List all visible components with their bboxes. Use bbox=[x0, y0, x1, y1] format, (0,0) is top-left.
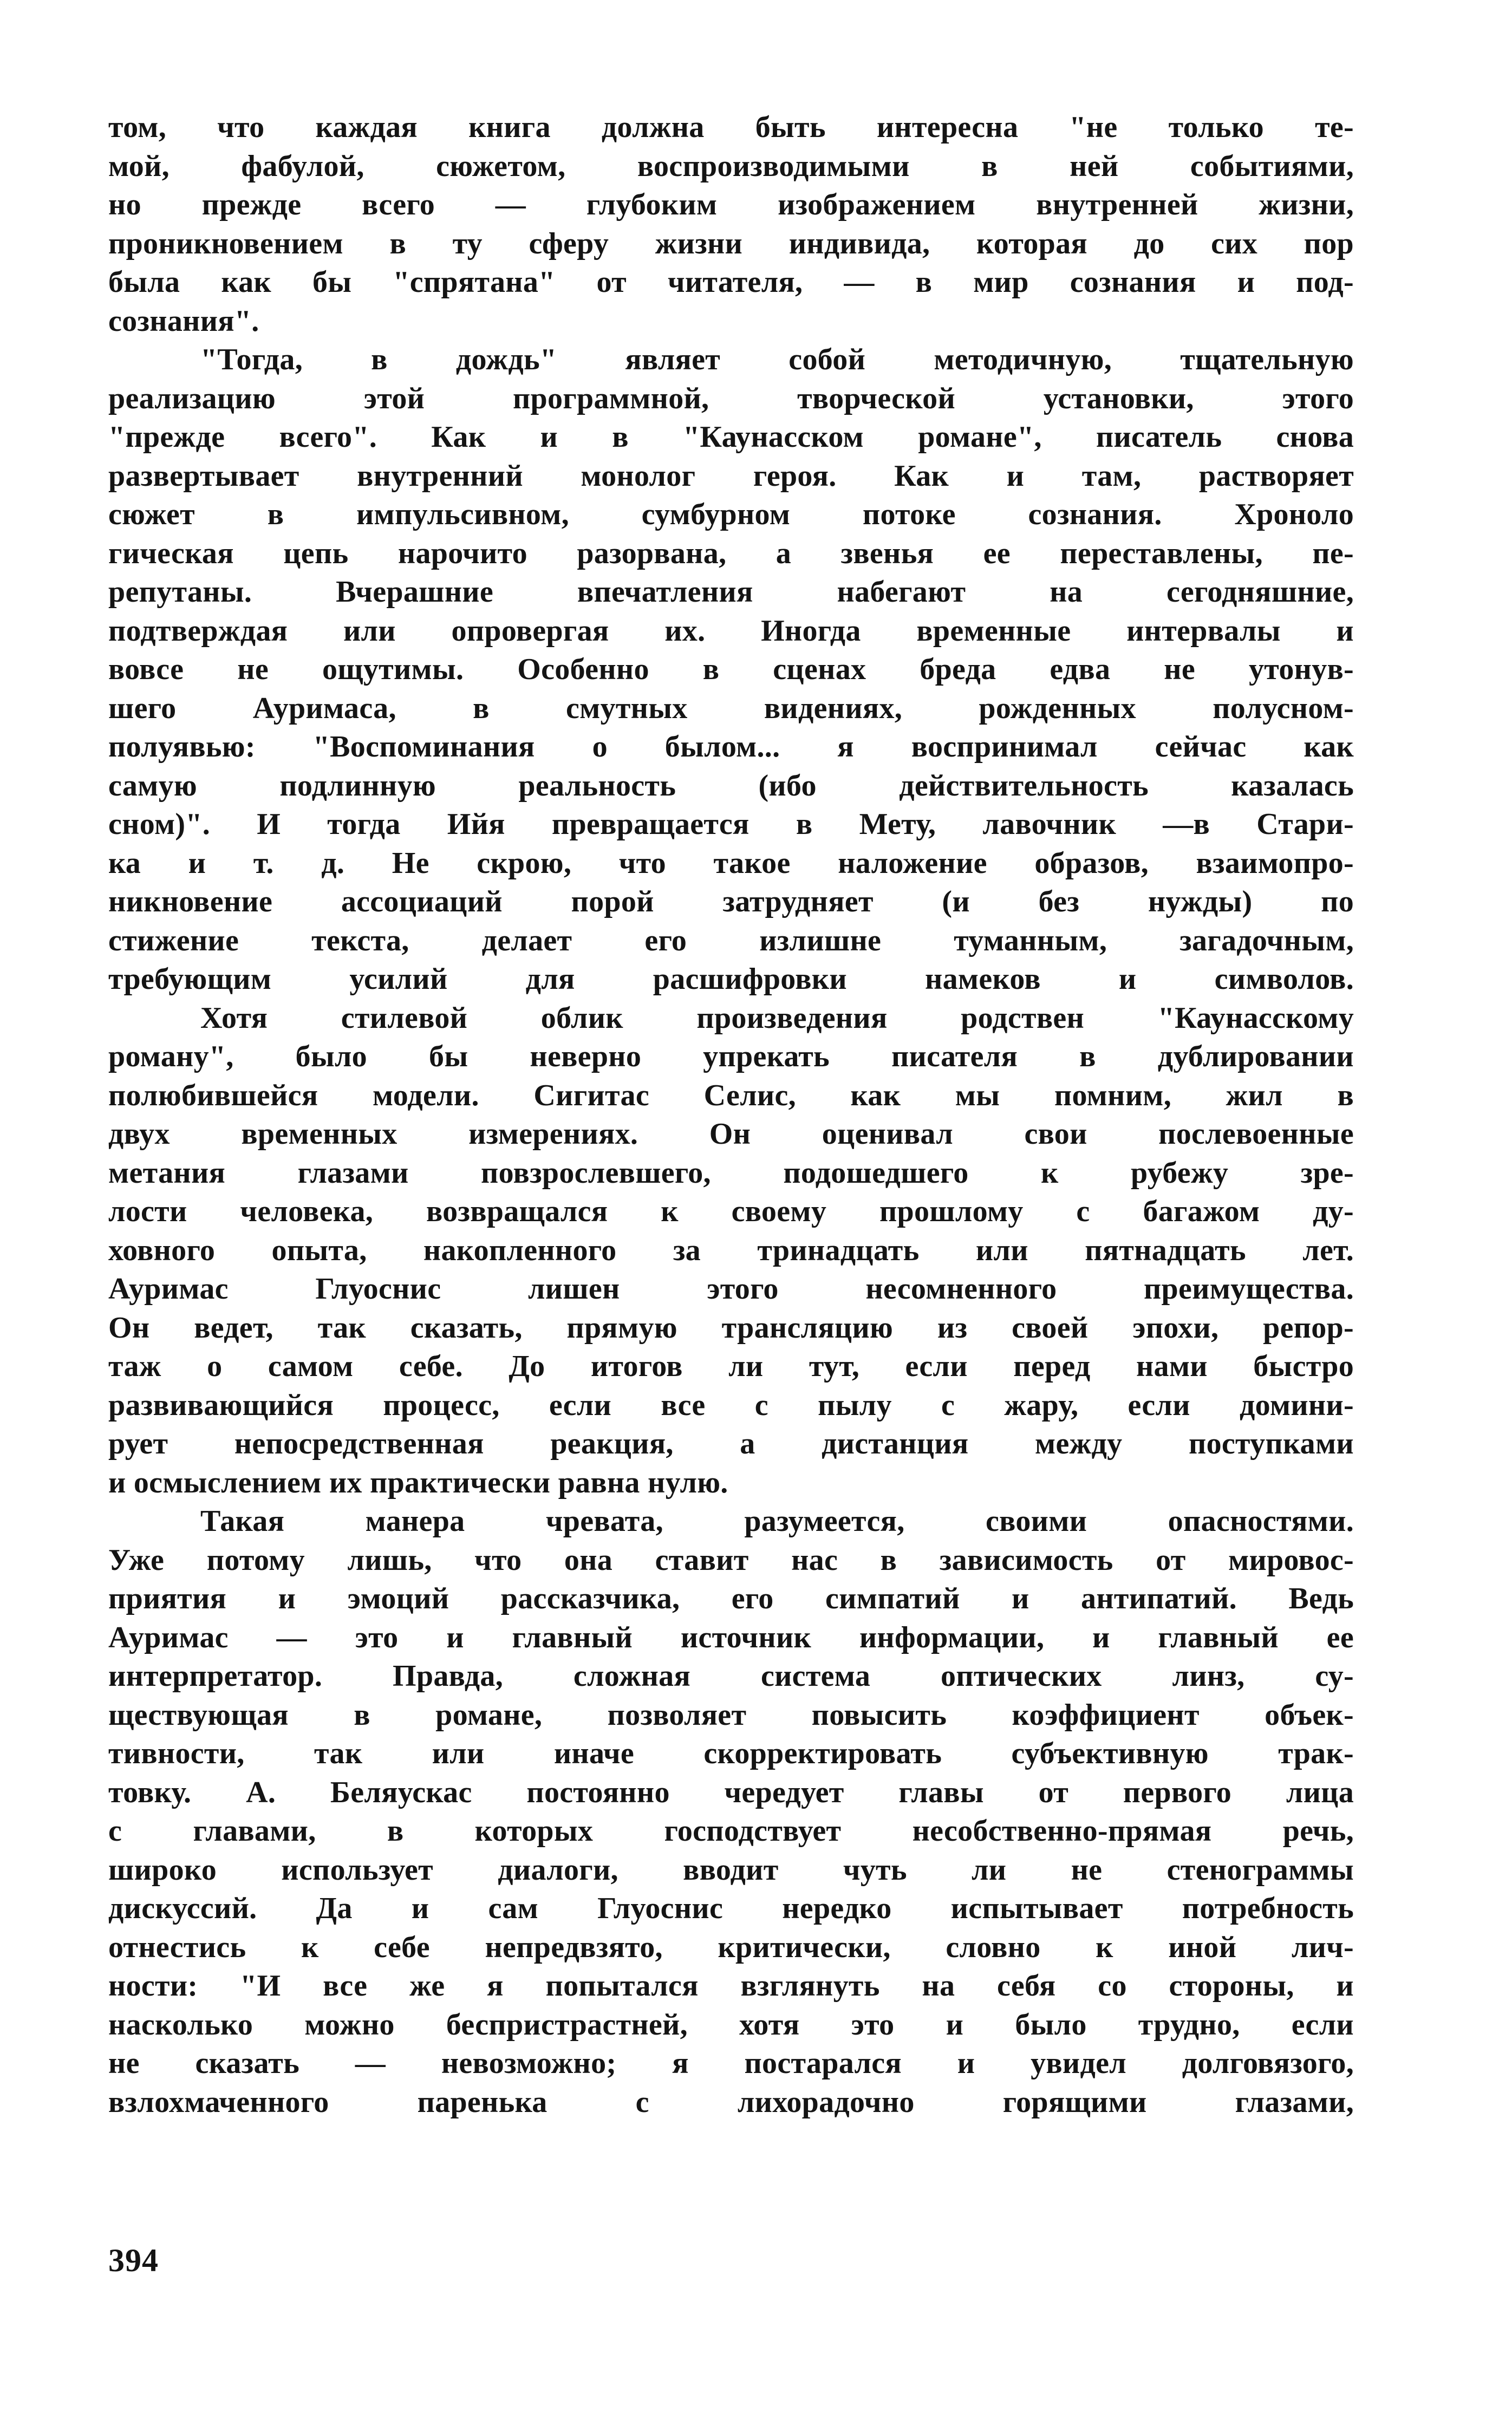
text-line: взлохмаченного паренька с лихорадочно горящими глазами, bbox=[108, 2085, 1354, 2119]
text-line: вовсе не ощутимы. Особенно в сценах бреда едва не утонув- bbox=[108, 653, 1354, 686]
text-line: насколько можно беспристрастней, хотя это и было трудно, если bbox=[108, 2007, 1354, 2042]
text-line: развертывает внутренний монолог героя. Как и там, растворяет bbox=[108, 459, 1354, 493]
text-line: рует непосредственная реакция, а дистанция между поступками bbox=[108, 1427, 1354, 1461]
text-line: Уже потому лишь, что она ставит нас в зависимость от мировос- bbox=[108, 1543, 1354, 1577]
body-text bbox=[108, 108, 1354, 2122]
text-line: сознания". bbox=[108, 304, 259, 338]
text-line: отнестись к себе непредвзято, критически, словно к иной лич- bbox=[108, 1930, 1354, 1964]
text-line: том, что каждая книга должна быть интересна "не только те- bbox=[108, 110, 1354, 144]
text-line: таж о самом себе. До итогов ли тут, если перед нами быстро bbox=[108, 1350, 1354, 1383]
text-line: гическая цепь нарочито разорвана, а звенья ее переставлены, пе- bbox=[108, 536, 1354, 570]
text-line: мой, фабулой, сюжетом, воспроизводимыми в ней событиями, bbox=[108, 149, 1354, 183]
text-line: реализацию этой программной, творческой установки, этого bbox=[108, 381, 1354, 415]
text-line: ности: "И все же я попытался взглянуть на себя со стороны, и bbox=[108, 1969, 1354, 2003]
text-line: и осмыслением их практически равна нулю. bbox=[108, 1465, 728, 1500]
text-line: интерпретатор. Правда, сложная система оптических линз, су- bbox=[108, 1659, 1354, 1693]
text-line: никновение ассоциаций порой затрудняет (и без нужды) по bbox=[108, 885, 1354, 918]
text-line: роману", было бы неверно упрекать писателя в дублировании bbox=[108, 1040, 1354, 1073]
text-line: была как бы "спрятана" от читателя, — в мир сознания и под- bbox=[108, 265, 1354, 299]
text-line: шего Ауримаса, в смутных видениях, рожденных полусном- bbox=[108, 691, 1354, 725]
text-line: подтверждая или опровергая их. Иногда временные интервалы и bbox=[108, 614, 1354, 648]
text-line: ществующая в романе, позволяет повысить коэффициент объек- bbox=[108, 1698, 1354, 1732]
text-line: с главами, в которых господствует несобственно-прямая речь, bbox=[108, 1814, 1354, 1848]
text-line: стижение текста, делает его излишне туманным, загадочным, bbox=[108, 923, 1354, 957]
text-line: репутаны. Вчерашние впечатления набегают на сегодняшние, bbox=[108, 575, 1354, 609]
page-number: 394 bbox=[108, 2242, 159, 2278]
text-line: развивающийся процесс, если все с пылу с жару, если домини- bbox=[108, 1388, 1354, 1422]
text-line: тивности, так или иначе скорректировать субъективную трак- bbox=[108, 1737, 1354, 1770]
text-line: Ауримас — это и главный источник информации, и главный ее bbox=[108, 1620, 1354, 1654]
text-line: полуявью: "Воспоминания о былом... я воспринимал сейчас как bbox=[108, 730, 1354, 764]
paragraph-start-line: "Тогда, в дождь" являет собой методичную, тщательную bbox=[200, 343, 1354, 376]
text-line: требующим усилий для расшифровки намеков и символов. bbox=[108, 962, 1354, 996]
text-line: приятия и эмоций рассказчика, его симпатий и антипатий. Ведь bbox=[108, 1582, 1354, 1615]
paragraph-start-line: Такая манера чревата, разумеется, своими опасностями. bbox=[200, 1504, 1354, 1538]
text-line: сном)". И тогда Ийя превращается в Мету, лавочник —в Стари- bbox=[108, 807, 1354, 841]
text-line: Ауримас Глуоснис лишен этого несомненного преимущества. bbox=[108, 1272, 1354, 1306]
text-line: широко использует диалоги, вводит чуть ли не стенограммы bbox=[108, 1853, 1354, 1887]
text-line: дискуссий. Да и сам Глуоснис нередко испытывает потребность bbox=[108, 1892, 1354, 1925]
text-line: товку. А. Беляускас постоянно чередует главы от первого лица bbox=[108, 1775, 1354, 1809]
text-line: полюбившейся модели. Сигитас Селис, как мы помним, жил в bbox=[108, 1078, 1354, 1112]
text-line: сюжет в импульсивном, сумбурном потоке сознания. Хроноло bbox=[108, 498, 1354, 531]
text-line: ховного опыта, накопленного за тринадцать или пятнадцать лет. bbox=[108, 1233, 1354, 1267]
paragraph-start-line: Хотя стилевой облик произведения родствен "Каунасскому bbox=[200, 1001, 1354, 1035]
text-line: "прежде всего". Как и в "Каунасском романе", писатель снова bbox=[108, 420, 1354, 454]
text-line: метания глазами повзрослевшего, подошедшего к рубежу зре- bbox=[108, 1156, 1354, 1190]
text-line: но прежде всего — глубоким изображением внутренней жизни, bbox=[108, 188, 1354, 221]
text-line: самую подлинную реальность (ибо действительность казалась bbox=[108, 768, 1354, 803]
text-line: Он ведет, так сказать, прямую трансляцию из своей эпохи, репор- bbox=[108, 1311, 1354, 1345]
text-line: лости человека, возвращался к своему прошлому с багажом ду- bbox=[108, 1195, 1354, 1228]
text-line: ка и т. д. Не скрою, что такое наложение образов, взаимопро- bbox=[108, 846, 1354, 880]
text-line: двух временных измерениях. Он оценивал свои послевоенные bbox=[108, 1117, 1354, 1151]
text-line: не сказать — невозможно; я постарался и увидел долговязого, bbox=[108, 2046, 1354, 2080]
text-line: проникновением в ту сферу жизни индивида, которая до сих пор bbox=[108, 226, 1354, 260]
